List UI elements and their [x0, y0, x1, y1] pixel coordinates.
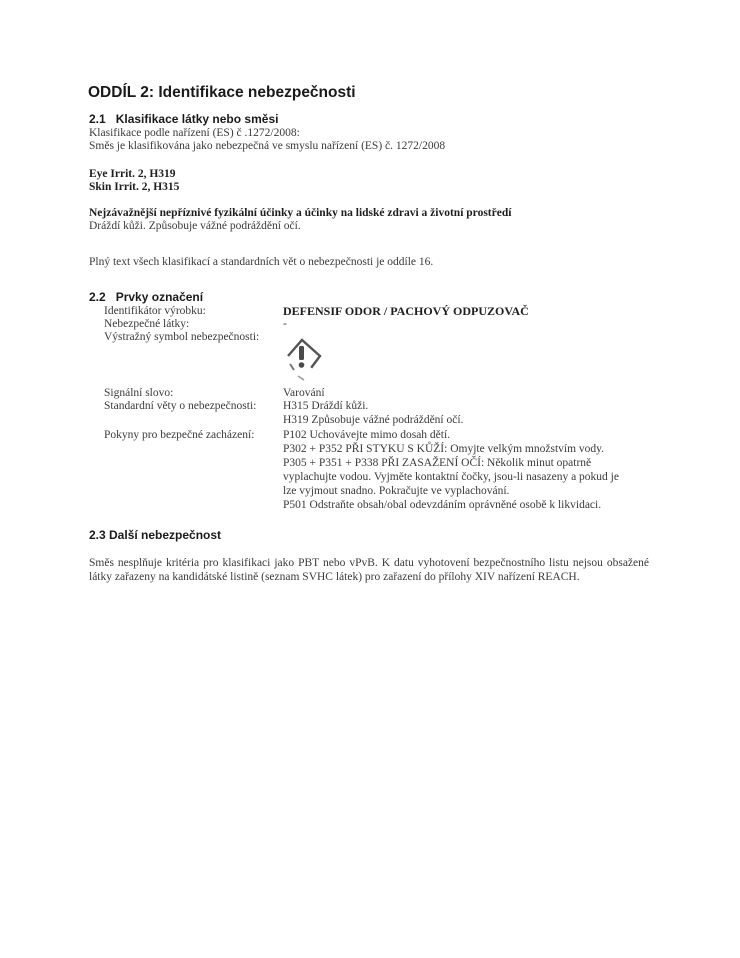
effects-text: Dráždí kůži. Způsobuje vážné podráždění očí.: [89, 220, 301, 232]
classification-line-2: Směs je klasifikována jako nebezpečná ve smyslu nařízení (ES) č. 1272/2008: [89, 140, 446, 152]
classification-line-1: Klasifikace podle nařízení (ES) č .1272/2008:: [89, 127, 300, 139]
section-2-2-title: Prvky označení: [115, 290, 204, 304]
precautionary-p102: P102 Uchovávejte mimo dosah dětí.: [283, 429, 451, 441]
section-2-1-title: Klasifikace látky nebo směsi: [115, 112, 279, 126]
precautionary-p305-line-2: vyplachujte vodou. Vyjměte kontaktní čočky, jsou-li nasazeny a pokud je: [283, 471, 619, 483]
label-hazard-pictogram: Výstražný symbol nebezpečnosti:: [104, 331, 260, 343]
section-2-3-heading: 2.3 Další nebezpečnost: [89, 528, 222, 542]
section-title: ODDÍL 2: Identifikace nebezpečnosti: [88, 84, 356, 101]
hazard-statement-h315: H315 Dráždí kůži.: [283, 400, 369, 412]
exclamation-mark-hazard-icon: [280, 330, 336, 386]
precautionary-p302: P302 + P352 PŘI STYKU S KŮŽÍ: Omyjte velkým množstvím vody.: [283, 443, 605, 455]
label-product-identifier: Identifikátor výrobku:: [104, 305, 206, 317]
precautionary-p305-line-3: lze vyjmout snadno. Pokračujte ve vyplachování.: [283, 485, 510, 497]
section-2-2-number: 2.2: [89, 290, 106, 304]
precautionary-p501: P501 Odstraňte obsah/obal odevzdáním oprávněné osobě k likvidaci.: [283, 499, 602, 511]
hazard-statement-h319: H319 Způsobuje vážné podráždění očí.: [283, 414, 464, 426]
fulltext-note: Plný text všech klasifikací a standardních vět o nebezpečnosti je oddíle 16.: [89, 256, 434, 268]
classification-eye-irrit: Eye Irrit. 2, H319: [89, 168, 176, 180]
label-precautionary-statements: Pokyny pro bezpečné zacházení:: [104, 429, 255, 441]
signal-word-value: Varování: [283, 387, 325, 399]
effects-heading: Nejzávažnější nepříznivé fyzikální účinky a účinky na lidské zdravi a životní prostředí: [89, 207, 512, 219]
label-hazard-statements: Standardní věty o nebezpečnosti:: [104, 400, 257, 412]
section-2-1-number: 2.1: [89, 112, 106, 126]
section-2-1-heading: [89, 112, 278, 126]
label-signal-word: Signální slovo:: [104, 387, 174, 399]
label-hazardous-substances: Nebezpečné látky:: [104, 318, 190, 330]
precautionary-p305-line-1: P305 + P351 + P338 PŘI ZASAŽENÍ OČÍ: Několik minut opatrně: [283, 457, 592, 469]
classification-skin-irrit: Skin Irrit. 2, H315: [89, 181, 180, 193]
product-identifier-value: DEFENSIF ODOR / PACHOVÝ ODPUZOVAČ: [283, 304, 529, 318]
section-2-2-heading: [89, 290, 203, 304]
hazardous-substances-value: -: [283, 318, 287, 330]
section-2-3-text: Směs nesplňuje kritéria pro klasifikaci jako PBT nebo vPvB. K datu vyhotovení bezpečnostního listu nejsou obsažené látky zařazeny na kandidátské listině (seznam SVHC látek) pro zařazení do přílohy XIV nařízení REACH.: [89, 557, 649, 583]
